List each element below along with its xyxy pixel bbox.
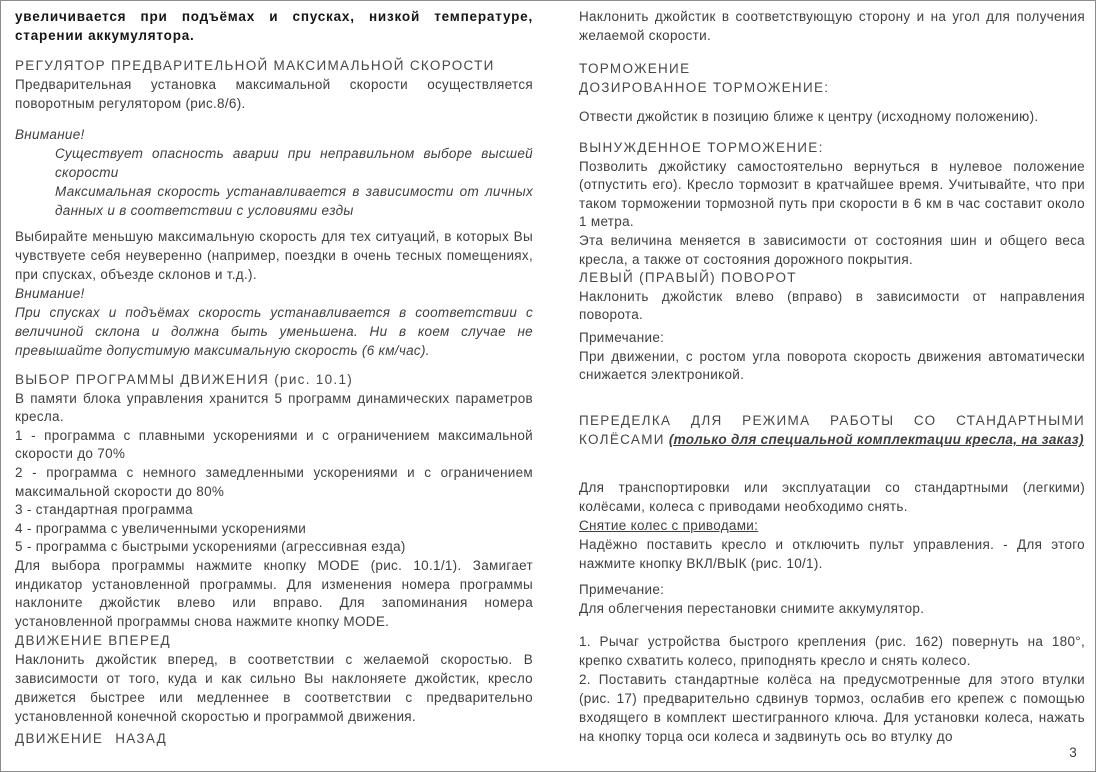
section-forced-braking: [579, 139, 1085, 269]
backward-continued-block: [579, 7, 1085, 45]
warning-block: [15, 125, 533, 220]
body-paragraph: Выбирайте меньшую максимальную скорость для тех ситуаций, в которых Вы чувствуете себя неуверенно (например, поездки в очень тесных помещениях, при спусках, объезде склонов и т.д.).: [15, 229, 533, 282]
conversion-note-block: [579, 580, 1085, 618]
conversion-body-block: [579, 478, 1085, 573]
warning-item: Существует опасность аварии при неправильном выборе высшей скорости: [55, 146, 533, 180]
section-backward: [15, 729, 533, 748]
body-paragraph: Предварительная установка максимальной скорости осуществляется поворотным регулятором (рис.8/6).: [15, 77, 533, 111]
body-paragraph: Наклонить джойстик вперед, в соответствии с желаемой скоростью. В зависимости от того, куда и как сильно Вы наклоняете джойстик, кресло движется быстрее или медленнее в соответствии с предварительно установленной конечной скоростью и программой движения.: [15, 652, 533, 724]
conversion-heading-main: ПЕРЕДЕЛКА ДЛЯ РЕЖИМА РАБОТЫ СО СТАНДАРТНЫМИ КОЛЁСАМИ: [579, 413, 1085, 448]
left-column-intro: [15, 7, 533, 45]
section-turning: [579, 269, 1085, 325]
intro-paragraph: увеличивается при подъёмах и спусках, низкой температуре, старении аккумулятора.: [15, 9, 533, 43]
body-paragraph: Надёжно поставить кресло и отключить пульт управления. - Для этого нажмите кнопку ВКЛ/ВЫК (рис. 10/1).: [579, 537, 1085, 571]
note-paragraph: При движении, с ростом угла поворота скорость движения автоматически снижается электроникой.: [579, 348, 1085, 383]
body-paragraph: Для выбора программы нажмите кнопку MODE (рис. 10.1/1). Замигает индикатор установленной программы. Для изменения номера программы наклоните джойстик влево или вправо. Для запоминания номера установленной программы снова нажмите кнопку MODE.: [15, 557, 533, 629]
section-heading: РЕГУЛЯТОР ПРЕДВАРИТЕЛЬНОЙ МАКСИМАЛЬНОЙ СКОРОСТИ: [15, 58, 495, 73]
warning-item: Максимальная скорость устанавливается в зависимости от личных данных и в соответствии с условиями езды: [55, 184, 533, 218]
section-heading: ЛЕВЫЙ (ПРАВЫЙ) ПОВОРОТ: [579, 270, 797, 285]
section-conversion-heading: [579, 411, 1085, 449]
program-item: 3 - стандартная программа: [15, 502, 193, 518]
body-paragraph: Позволить джойстику самостоятельно вернуться в нулевое положение (отпустить его). Кресло тормозит в кратчайшее время. Учитывайте, что при таком торможении тормозной путь при скорости в 6 км в час составит около 1 метра.: [579, 158, 1085, 230]
body-paragraph: В памяти блока управления хранится 5 программ динамических параметров кресла.: [15, 390, 533, 425]
section-speed-regulator: [15, 56, 533, 113]
turning-note-block: [579, 329, 1085, 385]
subheading-underlined: Снятие колес с приводами:: [579, 518, 759, 533]
note-paragraph: Для облегчения перестановки снимите аккумулятор.: [579, 601, 925, 616]
program-item: 5 - программа с быстрыми ускорениями (агрессивная езда): [15, 539, 406, 555]
speed-advice-block: [15, 227, 533, 360]
page-number: 3: [1069, 745, 1077, 760]
section-heading: [579, 411, 1085, 449]
program-item: 1 - программа с плавными ускорениями и с ограничением максимальной скорости до 70%: [15, 427, 533, 462]
section-subheading: ДОЗИРОВАННОЕ ТОРМОЖЕНИЕ:: [579, 80, 830, 95]
body-paragraph: Для транспортировки или эксплуатации со стандартными (легкими) колёсами, колеса с приводами необходимо снять.: [579, 480, 1085, 514]
step-item: 2. Поставить стандартные колёса на предусмотренные для этого втулки (рис. 17) предварительно сдвинув тормоз, ослабив его крепеж с помощью входящего в комплект шестигранного ключа. Для установки колеса, нажать на кнопку торца оси колеса и задвинуть ось во втулку до: [579, 672, 1085, 744]
section-heading: ДВИЖЕНИЕ ВПЕРЕД: [15, 633, 171, 648]
body-paragraph: Отвести джойстик в позицию ближе к центру (исходному положению).: [579, 109, 1039, 124]
note-label: Примечание:: [579, 330, 665, 345]
section-heading: ВЫНУЖДЕННОЕ ТОРМОЖЕНИЕ:: [579, 140, 824, 155]
program-item: 2 - программа с немного замедленными ускорениями и с ограничением максимальной скорости до 80%: [15, 464, 533, 499]
warning-label: Внимание!: [15, 286, 85, 301]
braking-paragraph-block: [579, 107, 1085, 126]
body-paragraph: Наклонить джойстик в соответствующую сторону и на угол для получения желаемой скорости.: [579, 9, 1085, 43]
conversion-steps-block: [579, 632, 1085, 746]
body-paragraph: Наклонить джойстик влево (вправо) в зависимости от направления поворота.: [579, 288, 1085, 323]
body-paragraph: Эта величина меняется в зависимости от состояния шин и общего веса кресла, а также от состояния дорожного покрытия.: [579, 232, 1085, 267]
section-heading: ТОРМОЖЕНИЕ: [579, 61, 691, 76]
section-program-select: [15, 371, 533, 631]
step-item: 1. Рычаг устройства быстрого крепления (рис. 162) повернуть на 180°, крепко схватить колесо, приподнять кресло и снять колесо.: [579, 634, 1085, 668]
conversion-heading-note: (только для специальной комплектации кресла, на заказ): [668, 432, 1084, 448]
note-label: Примечание:: [579, 582, 665, 597]
program-item: 4 - программа с увеличенными ускорениями: [15, 520, 307, 536]
section-braking: [579, 59, 1085, 97]
warning-label: Внимание!: [15, 127, 85, 142]
section-heading: ДВИЖЕНИЕ НАЗАД: [15, 731, 168, 746]
section-heading: ВЫБОР ПРОГРАММЫ ДВИЖЕНИЯ (рис. 10.1): [15, 372, 354, 387]
warning-paragraph: При спусках и подъёмах скорость устанавливается в соответствии с величиной склона и должна быть уменьшена. Ни в коем случае не превышайте допустимую максимальную скорость (6 км/час).: [15, 305, 533, 358]
section-forward: [15, 631, 533, 726]
